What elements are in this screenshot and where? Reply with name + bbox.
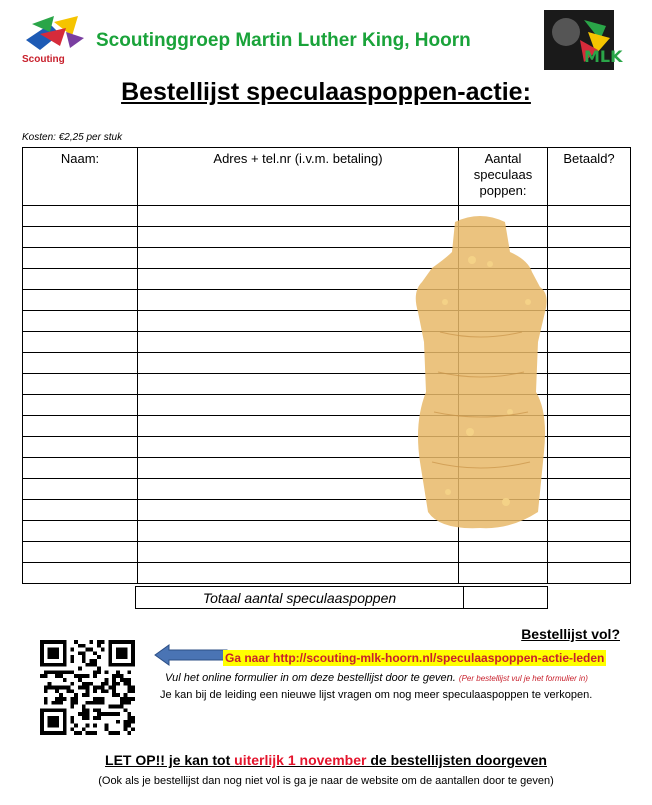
cell-betaald[interactable] — [548, 353, 631, 374]
cell-naam[interactable] — [23, 206, 138, 227]
svg-text:MLK: MLK — [584, 47, 623, 66]
deadline-part1: LET OP!! je kan tot — [105, 752, 235, 768]
cell-adres[interactable] — [138, 437, 459, 458]
cell-naam[interactable] — [23, 416, 138, 437]
table-row — [23, 332, 631, 353]
cell-adres[interactable] — [138, 416, 459, 437]
cell-naam[interactable] — [23, 563, 138, 584]
cell-betaald[interactable] — [548, 521, 631, 542]
cell-betaald[interactable] — [548, 248, 631, 269]
cell-betaald[interactable] — [548, 227, 631, 248]
table-row — [23, 290, 631, 311]
cell-adres[interactable] — [138, 458, 459, 479]
table-row — [23, 248, 631, 269]
table-row — [23, 479, 631, 500]
cell-naam[interactable] — [23, 332, 138, 353]
col-naam: Naam: — [23, 148, 138, 206]
total-table — [135, 586, 548, 609]
table-row — [23, 563, 631, 584]
table-row — [23, 458, 631, 479]
cell-adres[interactable] — [138, 563, 459, 584]
online-form-text: Vul het online formulier in om deze bestellijst door te geven. — [165, 672, 456, 684]
cell-betaald[interactable] — [548, 374, 631, 395]
cell-aantal[interactable] — [459, 227, 548, 248]
cell-betaald[interactable] — [548, 479, 631, 500]
cell-aantal[interactable] — [459, 311, 548, 332]
page-title: Bestellijst speculaaspoppen-actie: — [121, 78, 531, 106]
col-aantal: Aantal speculaas poppen: — [459, 148, 548, 206]
order-table — [22, 147, 631, 584]
cell-adres[interactable] — [138, 269, 459, 290]
cell-aantal[interactable] — [459, 416, 548, 437]
cell-adres[interactable] — [138, 290, 459, 311]
cell-naam[interactable] — [23, 290, 138, 311]
cost-note: Kosten: €2,25 per stuk — [22, 132, 123, 143]
qr-code-icon — [40, 640, 135, 735]
table-row — [23, 521, 631, 542]
cell-betaald[interactable] — [548, 542, 631, 563]
cell-adres[interactable] — [138, 500, 459, 521]
table-row — [23, 227, 631, 248]
total-label: Totaal aantal speculaaspoppen — [136, 587, 464, 609]
cell-naam[interactable] — [23, 248, 138, 269]
col-betaald: Betaald? — [548, 148, 631, 206]
table-row — [23, 374, 631, 395]
cell-aantal[interactable] — [459, 206, 548, 227]
cell-naam[interactable] — [23, 269, 138, 290]
cell-betaald[interactable] — [548, 290, 631, 311]
table-header-row — [23, 148, 631, 206]
cell-betaald[interactable] — [548, 500, 631, 521]
cell-naam[interactable] — [23, 353, 138, 374]
cell-aantal[interactable] — [459, 500, 548, 521]
cell-naam[interactable] — [23, 437, 138, 458]
scouting-logo — [20, 10, 90, 68]
cell-aantal[interactable] — [459, 521, 548, 542]
cell-adres[interactable] — [138, 227, 459, 248]
cell-aantal[interactable] — [459, 437, 548, 458]
cell-adres[interactable] — [138, 542, 459, 563]
cell-adres[interactable] — [138, 374, 459, 395]
cell-aantal[interactable] — [459, 563, 548, 584]
table-row — [23, 500, 631, 521]
cell-betaald[interactable] — [548, 563, 631, 584]
cell-betaald[interactable] — [548, 437, 631, 458]
cell-aantal[interactable] — [459, 374, 548, 395]
cell-aantal[interactable] — [459, 269, 548, 290]
table-row — [23, 416, 631, 437]
qr-code[interactable] — [40, 640, 135, 735]
cell-adres[interactable] — [138, 353, 459, 374]
cell-naam[interactable] — [23, 521, 138, 542]
deadline-date: uiterlijk 1 november — [234, 752, 367, 768]
scouting-logo-caption: Scouting — [22, 54, 65, 65]
cell-naam[interactable] — [23, 479, 138, 500]
cell-naam[interactable] — [23, 500, 138, 521]
cell-naam[interactable] — [23, 227, 138, 248]
table-row — [23, 353, 631, 374]
online-form-note: (Per bestellijst vul je het formulier in) — [458, 674, 588, 683]
table-row — [23, 437, 631, 458]
cell-betaald[interactable] — [548, 416, 631, 437]
cell-aantal[interactable] — [459, 290, 548, 311]
deadline-notice — [0, 752, 652, 768]
cell-adres[interactable] — [138, 479, 459, 500]
table-row — [23, 395, 631, 416]
cell-aantal[interactable] — [459, 458, 548, 479]
cell-adres[interactable] — [138, 521, 459, 542]
cell-aantal[interactable] — [459, 395, 548, 416]
total-input-cell[interactable] — [464, 587, 548, 609]
cell-betaald[interactable] — [548, 395, 631, 416]
col-adres: Adres + tel.nr (i.v.m. betaling) — [138, 148, 459, 206]
cell-betaald[interactable] — [548, 269, 631, 290]
cell-aantal[interactable] — [459, 479, 548, 500]
cell-aantal[interactable] — [459, 353, 548, 374]
mlk-logo-icon — [544, 10, 623, 70]
cell-aantal[interactable] — [459, 542, 548, 563]
cell-betaald[interactable] — [548, 311, 631, 332]
new-list-instruction: Je kan bij de leiding een nieuwe lijst vragen om nog meer speculaaspoppen te verkopen. — [160, 689, 593, 701]
cell-adres[interactable] — [138, 206, 459, 227]
cell-naam[interactable] — [23, 395, 138, 416]
scouting-emblem-icon — [20, 10, 90, 54]
cell-adres[interactable] — [138, 311, 459, 332]
cell-adres[interactable] — [138, 395, 459, 416]
website-link[interactable]: Ga naar http://scouting-mlk-hoorn.nl/speculaaspoppen-actie-leden — [225, 651, 605, 665]
cell-aantal[interactable] — [459, 248, 548, 269]
cell-betaald[interactable] — [548, 332, 631, 353]
organization-name: Scoutinggroep Martin Luther King, Hoorn — [96, 30, 471, 51]
cell-adres[interactable] — [138, 332, 459, 353]
cell-naam[interactable] — [23, 458, 138, 479]
arrow-left-icon — [155, 645, 227, 665]
deadline-part2: de bestellijsten doorgeven — [366, 752, 547, 768]
cell-betaald[interactable] — [548, 206, 631, 227]
table-row — [23, 269, 631, 290]
cell-naam[interactable] — [23, 542, 138, 563]
cell-naam[interactable] — [23, 311, 138, 332]
mlk-logo — [544, 10, 623, 70]
order-table-body — [23, 206, 631, 584]
table-row — [23, 542, 631, 563]
footer-note: (Ook als je bestellijst dan nog niet vol is ga je naar de website om de aantallen door te geven) — [98, 775, 554, 787]
cell-aantal[interactable] — [459, 332, 548, 353]
table-row — [23, 206, 631, 227]
bestellijst-vol-heading: Bestellijst vol? — [521, 626, 620, 642]
cell-naam[interactable] — [23, 374, 138, 395]
table-row — [23, 311, 631, 332]
online-form-instruction — [165, 672, 588, 684]
cell-adres[interactable] — [138, 248, 459, 269]
cell-betaald[interactable] — [548, 458, 631, 479]
